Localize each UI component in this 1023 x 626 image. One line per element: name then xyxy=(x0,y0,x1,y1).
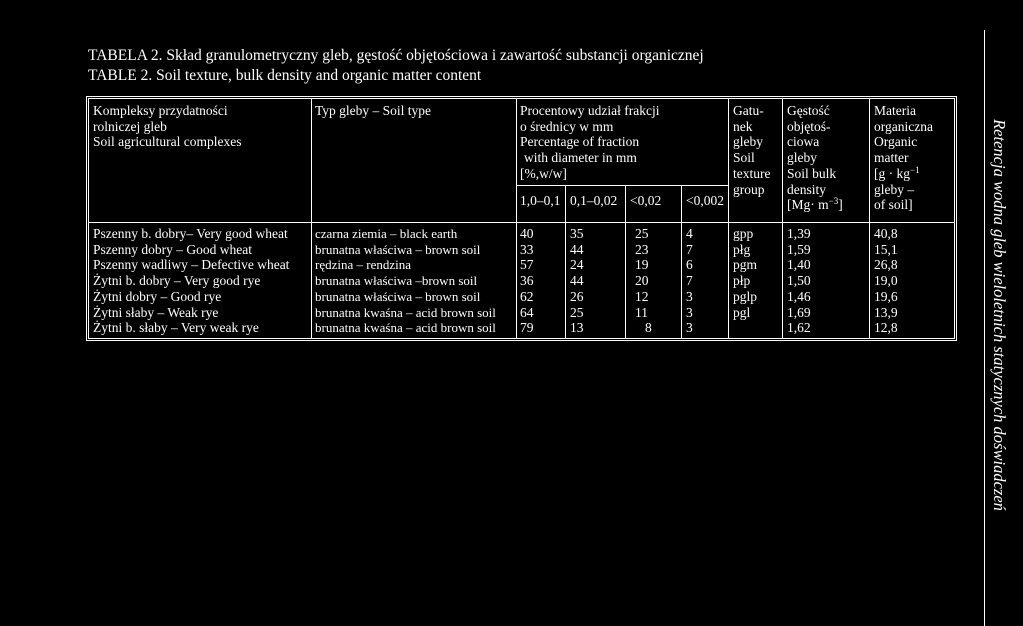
table-cell: 36 xyxy=(520,273,534,289)
header-fraction-1: 1,0–0,1 xyxy=(520,193,561,208)
table-cell: Żytni b. słaby – Very weak rye xyxy=(93,320,259,336)
table-cell: gpp xyxy=(733,226,754,241)
soil-table xyxy=(86,96,957,341)
table-cell: 33 xyxy=(520,241,534,257)
table-cell: 57 xyxy=(520,257,534,273)
table-cell: 64 xyxy=(520,304,534,320)
table-cell: 1,40 xyxy=(787,257,811,273)
running-header-vertical xyxy=(980,100,1018,530)
column-soil-type xyxy=(315,226,496,336)
table-cell: 40,8 xyxy=(874,226,898,241)
table-cell: brunatna właściwa – brown soil xyxy=(315,241,481,257)
column-texture xyxy=(733,226,757,336)
table-cell: 26 xyxy=(570,288,584,304)
table-cell: 26,8 xyxy=(874,257,898,273)
header-complexes: Kompleksy przydatności rolniczej gleb Soil agricultural complexes xyxy=(93,103,242,150)
table-cell: Żytni b. dobry – Very good rye xyxy=(93,273,261,289)
table-cell: 12,8 xyxy=(874,320,898,336)
column-fraction-3 xyxy=(635,226,652,336)
table-cell: 40 xyxy=(520,226,534,241)
table-title-pl: TABELA 2. Skład granulometryczny gleb, gęstość objętościowa i zawartość substancji organicznej xyxy=(88,47,704,64)
table-cell: 1,50 xyxy=(787,273,811,289)
table-cell: 25 xyxy=(635,226,649,241)
header-fraction-4: <0,002 xyxy=(686,193,724,208)
header-texture: Gatu- nek gleby Soil texture group xyxy=(733,103,771,197)
column-fraction-2 xyxy=(570,226,584,336)
table-caption xyxy=(88,46,704,86)
table-cell: Żytni dobry – Good rye xyxy=(93,288,222,304)
column-density xyxy=(787,226,811,336)
table-cell: brunatna właściwa – brown soil xyxy=(315,288,481,304)
table-cell: 4 xyxy=(686,226,693,241)
table-cell: Pszenny dobry – Good wheat xyxy=(93,241,252,257)
table-cell: 24 xyxy=(570,257,584,273)
table-cell: 8 xyxy=(645,320,652,336)
table-cell: 15,1 xyxy=(874,241,898,257)
table-cell: 1,59 xyxy=(787,241,811,257)
table-cell: Pszenny wadliwy – Defective wheat xyxy=(93,257,290,273)
header-fractions: Procentowy udział frakcji o średnicy w mm Percentage of fraction with diameter in mm [%,w/w] xyxy=(520,103,660,181)
table-cell: 35 xyxy=(570,226,584,241)
table-cell: 1,39 xyxy=(787,226,811,241)
header-organic: Materia organiczna Organic matter [$g \cdot kg^{-1}$ gleby – of soil] xyxy=(874,103,933,213)
column-fraction-4 xyxy=(686,226,693,336)
table-cell: 62 xyxy=(520,288,534,304)
table-cell: 6 xyxy=(686,257,693,273)
table-cell: 3 xyxy=(686,304,693,320)
table-cell: rędzina – rendzina xyxy=(315,257,412,273)
column-fraction-1 xyxy=(520,226,534,336)
table-cell: 12 xyxy=(635,288,649,304)
table-cell: 1,46 xyxy=(787,288,811,304)
table-cell: 19 xyxy=(635,257,649,273)
table-cell: pgm xyxy=(733,257,758,273)
table-cell: 79 xyxy=(520,320,534,336)
table-cell: brunatna właściwa –brown soil xyxy=(315,273,478,289)
header-soil-type: Typ gleby – Soil type xyxy=(315,103,432,118)
table-cell: 13 xyxy=(570,320,584,336)
table-cell: 25 xyxy=(570,304,584,320)
table-cell: 3 xyxy=(686,288,693,304)
table-cell: brunatna kwaśna – acid brown soil xyxy=(315,320,496,336)
table-cell: 23 xyxy=(635,241,649,257)
table-cell: czarna ziemia – black earth xyxy=(315,226,458,241)
table-cell: 19,6 xyxy=(874,288,898,304)
column-complex xyxy=(93,226,289,336)
table-cell xyxy=(733,320,757,336)
table-cell: płp xyxy=(733,273,751,289)
table-cell: 20 xyxy=(635,273,649,289)
table-cell: 44 xyxy=(570,241,584,257)
table-cell: brunatna kwaśna – acid brown soil xyxy=(315,304,496,320)
table-cell: 1,62 xyxy=(787,320,811,336)
table-cell: 3 xyxy=(686,320,693,336)
table-cell: Pszenny b. dobry– Very good wheat xyxy=(93,226,288,241)
table-cell: 7 xyxy=(686,241,693,257)
header-fraction-2: 0,1–0,02 xyxy=(570,193,618,208)
table-cell: pglp xyxy=(733,288,758,304)
table-title-en: TABLE 2. Soil texture, bulk density and organic matter content xyxy=(88,67,482,84)
table-cell: 11 xyxy=(635,304,648,320)
table-cell: pgl xyxy=(733,304,751,320)
table-cell: 19,0 xyxy=(874,273,898,289)
running-header-text: Retencja wodna gleb wieloletnich statycznych doświadczeń xyxy=(990,119,1009,511)
table-cell: 44 xyxy=(570,273,584,289)
column-organic xyxy=(874,226,898,336)
table-cell: Żytni słaby – Weak rye xyxy=(93,304,219,320)
table-cell: płg xyxy=(733,241,751,257)
table-cell: 7 xyxy=(686,273,693,289)
table-cell: 13,9 xyxy=(874,304,898,320)
header-fraction-3: <0,02 xyxy=(630,193,662,208)
header-density: Gęstość objętoś- ciowa gleby Soil bulk density $[Mg\cdot m^{-3}]$ xyxy=(787,103,843,213)
table-cell: 1,69 xyxy=(787,304,811,320)
